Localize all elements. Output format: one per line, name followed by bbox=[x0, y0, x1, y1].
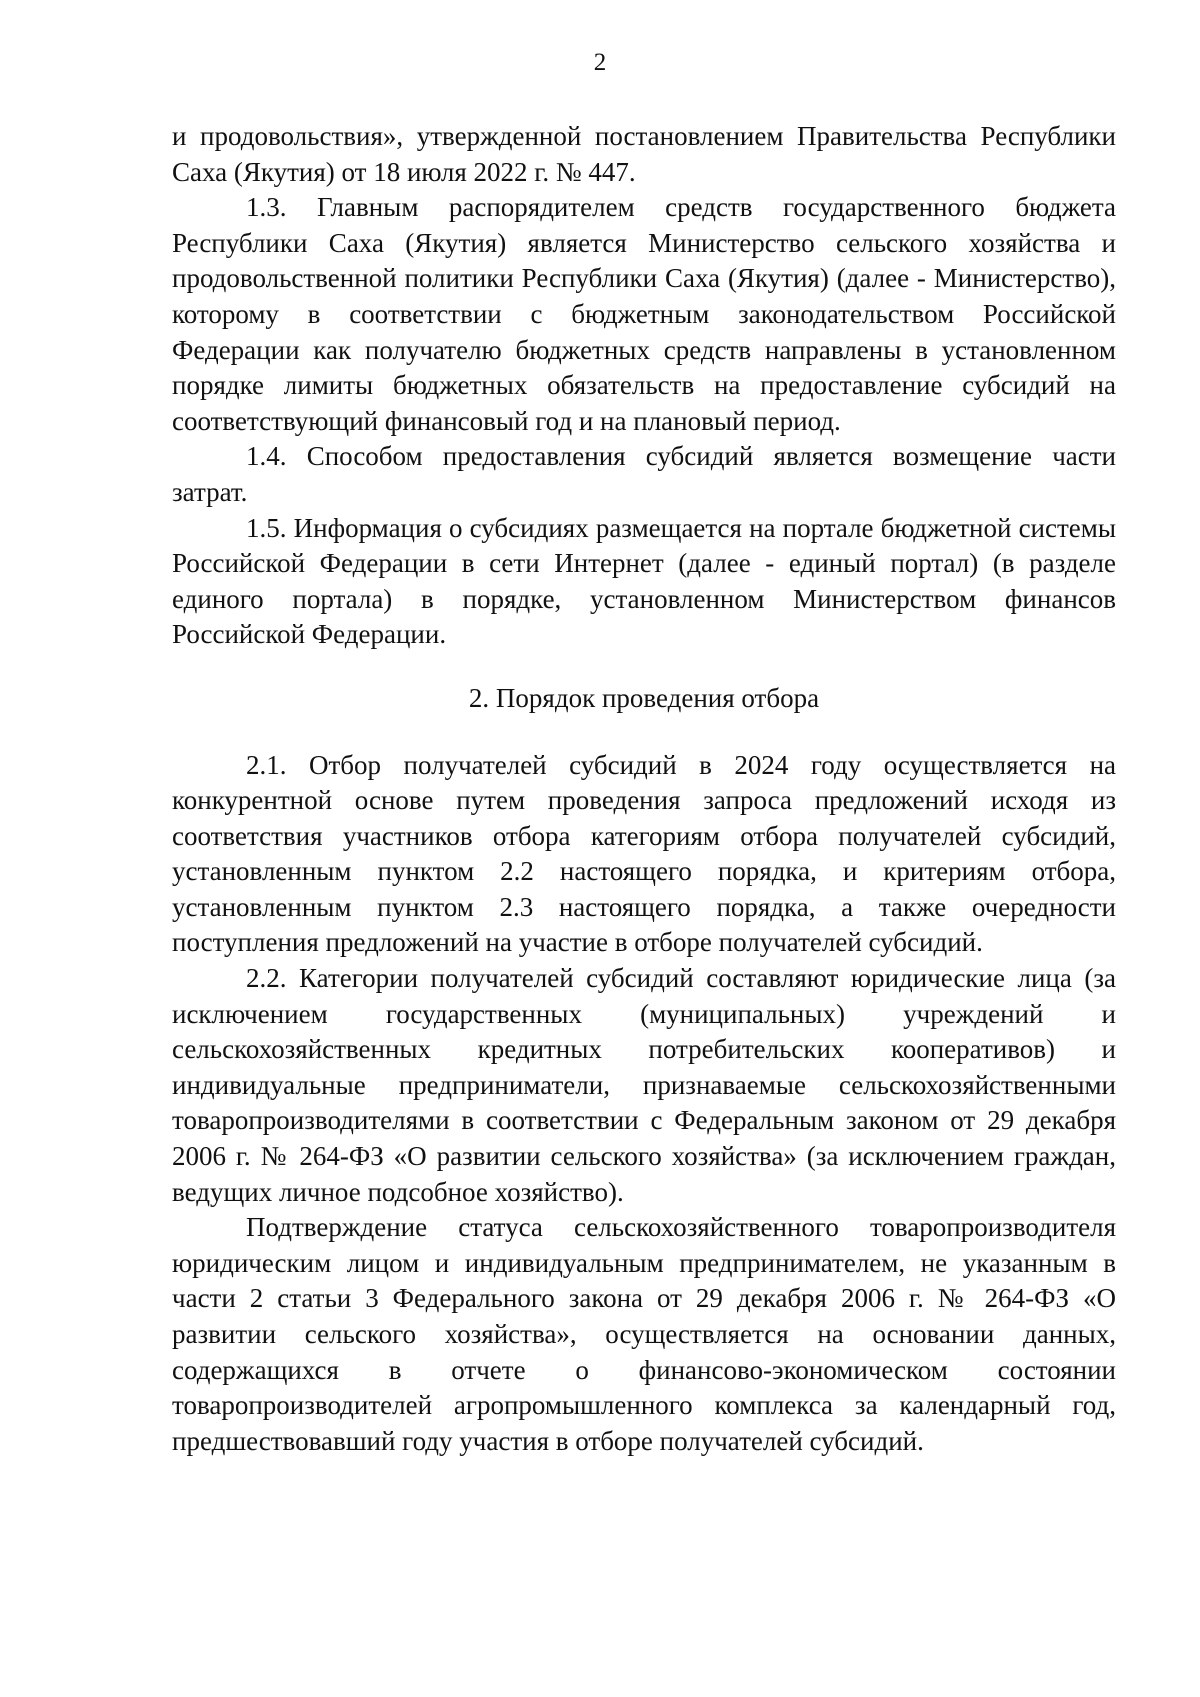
paragraph-1-5: 1.5. Информация о субсидиях размещается на портале бюджетной системы Российской Федерации в сети Интернет (далее - единый портал) (в разделе единого портала) в порядке, установленном Министерством финансов Российской Федерации. bbox=[172, 512, 1116, 650]
paragraph-continuation: и продовольствия», утвержденной постановлением Правительства Республики Саха (Якутия) от 18 июля 2022 г. № 447. bbox=[172, 121, 1116, 187]
section-heading: 2. Порядок проведения отбора bbox=[468, 682, 820, 713]
document-body bbox=[172, 119, 1116, 1459]
paragraph-2-2: 2.2. Категории получателей субсидий составляют юридические лица (за исключением государственных (муниципальных) учреждений и сельскохозяйственных кредитных потребительских кооперативов) и индивидуальные предприниматели, признаваемые сельскохозяйственными товаропроизводителями в соответствии с Федеральным законом от 29 декабря 2006 г. № 264-ФЗ «О развитии сельского хозяйства» (за исключением граждан, ведущих личное подсобное хозяйство). bbox=[172, 963, 1116, 1207]
paragraph-2-1: 2.1. Отбор получателей субсидий в 2024 году осуществляется на конкурентной основе путем проведения запроса предложений исходя из соответствия участников отбора категориям отбора получателей субсидий, установленным пунктом 2.2 настоящего порядка, и критериям отбора, установленным пунктом 2.3 настоящего порядка, а также очередности поступления предложений на участие в отборе получателей субсидий. bbox=[172, 749, 1116, 958]
paragraph-2-2-status: Подтверждение статуса сельскохозяйственного товаропроизводителя юридическим лицом и индивидуальным предпринимателем, не указанным в части 2 статьи 3 Федерального закона от 29 декабря 2006 г. № 264-ФЗ «О развитии сельского хозяйства», осуществляется на основании данных, содержащихся в отчете о финансово-экономическом состоянии товаропроизводителей агропромышленного комплекса за календарный год, предшествовавший году участия в отборе получателей субсидий. bbox=[172, 1212, 1116, 1456]
paragraph-1-4: 1.4. Способом предоставления субсидий является возмещение части затрат. bbox=[172, 441, 1116, 507]
page-number: 2 bbox=[593, 49, 607, 76]
paragraph-1-3: 1.3. Главным распорядителем средств государственного бюджета Республики Саха (Якутия) является Министерство сельского хозяйства и продовольственной политики Республики Саха (Якутия) (далее - Министерство), которому в соответствии с бюджетным законодательством Российской Федерации как получателю бюджетных средств направлены в установленном порядке лимиты бюджетных обязательств на предоставление субсидий на соответствующий финансовый год и на плановый период. bbox=[172, 192, 1116, 436]
